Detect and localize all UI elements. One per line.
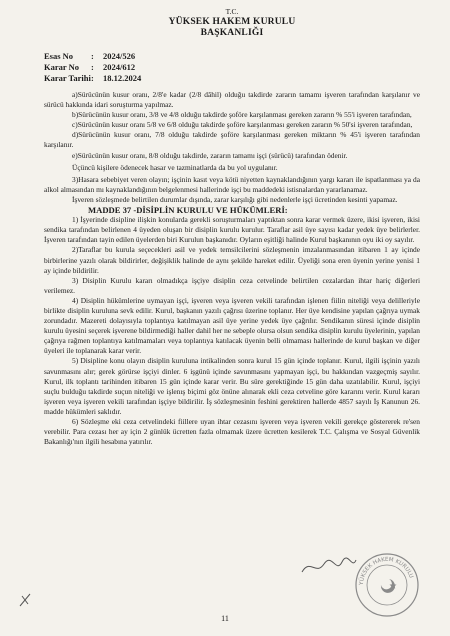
meta-key: Esas No <box>44 51 74 61</box>
article-title: MADDE 37 -DİSİPLİN KURULU VE HÜKÜMLERİ: <box>88 205 288 216</box>
seal-text: YÜKSEK HAKEM KURULU <box>358 556 414 586</box>
meta-row-karar: Karar No : 2024/612 <box>44 62 136 72</box>
paragraph: b)Sürücünün kusur oranı, 3/8 ve 4/8 olduğu takdirde şoföre karşılanması gereken zararın % 55'i işveren tarafından, <box>72 110 412 120</box>
paragraph: 5) Disipline konu olayın disiplin kuruluna intikalinden sonra kurul 15 gün içinde toplanır. Kurul, ilgili işçinin yazılı savunmasını alır; gerek görürse işçiyi dinler. 6 işgünü içinde savunmasını yapmayan işçi, bu hakkından vazgeçmiş sayılır. Kurul, ilk toplantı tarihinden itibaren 15 gün içinde karar verir. Bu süre gerektiğinde 15 gün daha uzatılabilir. Kurul, işçiyi suçlu bulduğu takdirde suçun niteliği ve işlenış biçimi göz önüne alınarak ekli ceza cetveline göre kararını verir. Kurul kararı işveren veya işveren vekili tarafından işçiye bildirilir. İş sözleşmesinin feshini gerektiren hallerde 4857 sayılı İş Kanunun 26. madde hükümleri saklıdır. <box>44 356 420 416</box>
document-header <box>44 6 420 39</box>
meta-row-tarih: Karar Tarihi : 18.12.2024 <box>44 73 142 83</box>
paragraph: 3)Hasara sebebiyet veren olayın; işçinin kasıt veya kötü niyetten kaynaklandığının yargı kararı ile ispatlanması ya da alkol almasından mı kaynaklandığının belgelenmesi hallerinde işçi bu maddedeki istisnalardan yararlanamaz. <box>44 174 420 194</box>
paragraph: 2)Taraflar bu kurula seçecekleri asil ve yedek temsilcilerini sözleşmenin imzalanmasından itibaren 1 ay içinde birbirlerine yazılı olarak bildirirler, değişiklik halinde de aynı şekilde hareket edilir. Üyeliği sona eren üyenin yerine yenisi 1 ay içinde bildirilir. <box>44 245 420 275</box>
document-body <box>44 90 420 447</box>
paragraph: Üçüncü kişilere ödenecek hasar ve tazminatlarda da bu yol uygulanır. <box>72 162 278 172</box>
meta-value: 2024/612 <box>103 62 136 72</box>
paragraph: d)Sürücünün kusur oranı, 7/8 olduğu takdirde şoföre karşılanması gereken miktarın % 45'i işveren tarafından karşılanır. <box>44 130 420 150</box>
paragraph: 1) İşyerinde disipline ilişkin konularda gerekli soruşturmaları yaptıktan sonra karar vermek üzere, ikisi işveren, ikisi sendika tarafından belirlenen 4 üyeden oluşan bir disiplin kurulu kurulur. Taraflar asil üye sayısı kadar yedek üye belirlerler. İşveren tarafından tayin edilen üyelerden biri Kurulun başkanıdır. Oyların eşitliği halinde Kurul başkanının oyu iki oy sayılır. <box>44 215 420 245</box>
header-department: BAŞKANLIĞI <box>200 28 264 38</box>
meta-key: Karar No <box>44 62 80 72</box>
handwritten-mark-icon <box>18 592 32 608</box>
paragraph: İşveren sözleşmede belirtilen durumlar dışında, zarar karşılığı gibi nedenlerle işçi ücretinden kesinti yapamaz. <box>72 194 398 204</box>
page-number: 11 <box>221 614 229 623</box>
header-institution: YÜKSEK HAKEM KURULU <box>168 17 296 27</box>
header-tc: T.C. <box>225 7 239 16</box>
paragraph: 6) Sözleşme eki ceza cetvelindeki fiillere uyan ihtar cezasını işveren veya işveren vekili gerekçe göstererek re'sen verebilir. Para cezası her ay için 2 günlük ücretten fazla olmamak üzere ücretten kesilerek T.C. Çalışma ve Sosyal Güvenlik Bakanlığı'nın ilgili hesabına yatırılır. <box>44 417 420 447</box>
meta-row-esas: Esas No : 2024/526 <box>44 51 136 61</box>
paragraph: 4) Disiplin hükümlerine uymayan işçi, işveren veya işveren vekili tarafından işlenen fiilin niteliği veya delilleriyle birlikte disiplin kuruluna sevk edilir. Kurul, başkanın yazılı çağrısı üzerine toplanır. Her üye kendisine yapılan çağrıya uymak zorundadır. Mazereti dolayısıyla toplantıya katılmayan asil üye yerine yedek üye çağrılır. Sendikanın süresi içinde disiplin kurulu üyesini seçerek işverene bildirmediği haller dahil her ne sebeple olursa olsun sendika disiplin kurulu üyelerinin, yapılan çağrıya rağmen toplantıya katılmamaları veya toplantıya katılacak üyenin belli olmaması hallerinde de kurul başkan ve diğer üyeleri ile toplanarak karar verir. <box>44 295 420 356</box>
paragraph: a)Sürücünün kusur oranı, 2/8'e kadar (2/8 dâhil) olduğu takdirde zararın tamamı işveren tarafından karşılanır ve sürücü hakkında idari soruşturma yapılmaz. <box>44 90 420 110</box>
meta-value: 2024/526 <box>103 51 136 61</box>
meta-key: Karar Tarihi <box>44 73 91 83</box>
case-meta <box>44 51 420 84</box>
paragraph: c)Sürücünün kusur oranı 5/8 ve 6/8 olduğu takdirde şoföre karşılanması gereken zararın % 50'si işveren tarafından, <box>72 120 413 130</box>
paragraph: e)Sürücünün kusur oranı, 8/8 olduğu takdirde, zararın tamamı işçi (sürücü) tarafından ödenir. <box>72 150 348 160</box>
paragraph: 3) Disiplin Kurulu kararı olmadıkça işçiye disiplin ceza cetvelinde belirtilen cezalardan ihtar hariç diğerleri verilemez. <box>44 275 420 295</box>
meta-value: 18.12.2024 <box>103 73 142 83</box>
signature-icon <box>298 554 358 580</box>
official-seal-icon <box>354 552 420 618</box>
